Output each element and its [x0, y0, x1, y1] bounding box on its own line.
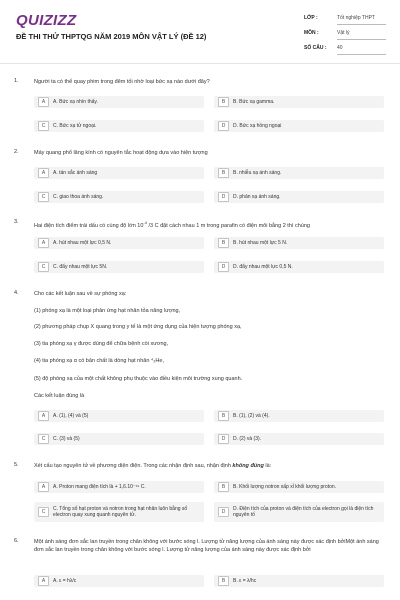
- exam-meta: [304, 15, 386, 60]
- question-text-part: Hai điện tích điểm trái dấu có cùng độ lớn 10: [34, 222, 144, 229]
- meta-row-subject: [304, 30, 386, 45]
- option-letter: D: [218, 507, 229, 517]
- option-letter: B: [218, 482, 229, 492]
- meta-row-class: [304, 15, 386, 30]
- quizizz-logo: QUIZIZZ: [16, 12, 77, 29]
- worksheet-header: [0, 0, 400, 60]
- emphasis-text: không đúng: [232, 463, 264, 469]
- meta-value: Vật lý: [337, 30, 386, 40]
- question-text-part: là:: [263, 463, 272, 469]
- question-text-part: /3 C đặt cách nhau 1 m trong parafin có điện môi bằng 2 thì chúng: [146, 222, 310, 229]
- option-text: C. (3) và (5): [53, 435, 80, 442]
- option-a[interactable]: [34, 410, 204, 422]
- question-text: Cho các kết luận sau về sự phóng xạ:: [34, 291, 127, 297]
- option-letter: B: [218, 97, 229, 107]
- meta-label: SỐ CÂU :: [304, 45, 327, 51]
- option-a[interactable]: [34, 237, 204, 249]
- option-text: C. Bức xạ tử ngoại.: [53, 122, 97, 129]
- question-number: 3.: [14, 219, 19, 225]
- option-text: A. tán sắc ánh sáng: [53, 169, 98, 176]
- question-text: [34, 462, 384, 470]
- exponent: -4: [143, 220, 147, 225]
- option-d[interactable]: [214, 261, 384, 273]
- option-a[interactable]: [34, 575, 204, 587]
- option-text: A. ε = hλ/c: [53, 577, 77, 584]
- question-number: 6.: [14, 538, 19, 544]
- option-text: C. giao thoa ánh sáng.: [53, 193, 104, 200]
- option-c[interactable]: [34, 433, 204, 445]
- question-text: Một ánh sáng đơn sắc lan truyền trong chân không với bước sóng l. Lượng tử năng lượng của ánh sáng này được xác định bởiMột ánh sáng đơn sắc lan truyền trong chân không với bước sóng l. Lượng tử năng lượng của ánh sáng này được xác định bởi: [34, 539, 379, 553]
- question-number: 2.: [14, 149, 19, 155]
- option-text: B. Bức xạ gamma.: [233, 98, 275, 105]
- option-text: C. đẩy nhau một lực 5N.: [53, 263, 108, 270]
- question-number: 4.: [14, 290, 19, 296]
- option-c[interactable]: [34, 191, 204, 203]
- option-letter: A: [38, 482, 49, 492]
- question-text: Máy quang phổ lăng kính có nguyên tắc hoạt động dựa vào hiện tượng: [34, 150, 208, 156]
- option-d[interactable]: [214, 120, 384, 132]
- option-a[interactable]: [34, 481, 204, 493]
- question-text: [34, 219, 384, 230]
- option-b[interactable]: [214, 96, 384, 108]
- question-text-part: Xét cấu tạo nguyên tử về phương diện điện. Trong các nhận định sau, nhận định: [34, 463, 233, 469]
- option-letter: A: [38, 97, 49, 107]
- meta-label: MÔN :: [304, 30, 319, 36]
- option-letter: C: [38, 434, 49, 444]
- option-text: D. Điện tích của proton và điện tích của electron gọi là điện tích nguyên tố: [233, 505, 374, 518]
- option-a[interactable]: [34, 96, 204, 108]
- meta-value: Tốt nghiệp THPT: [337, 15, 386, 25]
- option-letter: C: [38, 507, 49, 517]
- option-text: B. Khối lượng notron xấp xỉ khối lượng proton.: [233, 483, 337, 490]
- option-b[interactable]: [214, 167, 384, 179]
- option-letter: A: [38, 576, 49, 586]
- meta-value: 40: [337, 45, 386, 55]
- statement: (1) phóng xạ là một loại phản ứng hạt nhân tỏa năng lượng,: [34, 308, 181, 314]
- option-b[interactable]: [214, 481, 384, 493]
- question-text: Người ta có thể quay phim trong đêm tối nhờ loại bức xạ nào dưới đây?: [34, 79, 210, 85]
- option-b[interactable]: [214, 237, 384, 249]
- option-d[interactable]: [214, 433, 384, 445]
- question-number: 1.: [14, 78, 19, 84]
- option-b[interactable]: [214, 410, 384, 422]
- exam-title: ĐỀ THI THỬ THPTQG NĂM 2019 MÔN VẬT LÝ (ĐỀ 12): [16, 32, 207, 41]
- option-letter: A: [38, 168, 49, 178]
- statement: (3) tia phóng xạ γ được dùng để chữa bệnh còi xương,: [34, 341, 169, 347]
- meta-row-count: [304, 45, 386, 60]
- option-c[interactable]: [34, 502, 204, 522]
- option-text: D. phản xạ ánh sáng.: [233, 193, 281, 200]
- option-text: B. ε = λ/hc: [233, 577, 257, 584]
- option-c[interactable]: [34, 120, 204, 132]
- option-letter: B: [218, 238, 229, 248]
- option-letter: A: [38, 238, 49, 248]
- option-text: D. Bức xạ hồng ngoại: [233, 122, 282, 129]
- option-text: A. (1), (4) và (5): [53, 412, 89, 419]
- option-text: B. nhiễu xạ ánh sáng.: [233, 169, 282, 176]
- option-text: A. hút nhau một lực 0,5 N.: [53, 239, 112, 246]
- option-text: C. Tổng số hạt proton và notron trong hạt nhân luôn bằng số electron quay xung quanh nguyên tử.: [53, 505, 188, 518]
- option-letter: D: [218, 262, 229, 272]
- option-text: D. (2) và (3).: [233, 435, 262, 442]
- option-d[interactable]: [214, 191, 384, 203]
- option-letter: A: [38, 411, 49, 421]
- option-letter: C: [38, 192, 49, 202]
- option-d[interactable]: [214, 502, 384, 522]
- option-letter: C: [38, 262, 49, 272]
- statement: (5) độ phóng xạ của một chất không phụ thuộc vào điều kiện môi trường xung quanh.: [34, 376, 243, 382]
- option-letter: D: [218, 121, 229, 131]
- option-text: A. Proton mang điện tích là + 1,6.10⁻¹⁹ C.: [53, 483, 146, 490]
- option-letter: B: [218, 411, 229, 421]
- option-letter: C: [38, 121, 49, 131]
- option-letter: D: [218, 434, 229, 444]
- option-c[interactable]: [34, 261, 204, 273]
- option-text: D. đẩy nhau một lực 0,5 N.: [233, 263, 293, 270]
- statement: (2) phương pháp chụp X quang trong y tế là một ứng dụng của hiện tượng phóng xạ,: [34, 324, 242, 330]
- option-b[interactable]: [214, 575, 384, 587]
- statement: (4) tia phóng xạ α có bản chất là dòng hạt nhân ⁴₂He,: [34, 358, 164, 364]
- statement-prompt: Các kết luận đúng là: [34, 393, 85, 399]
- option-text: B. (1), (2) và (4).: [233, 412, 270, 419]
- option-letter: D: [218, 192, 229, 202]
- header-divider: [0, 63, 400, 64]
- option-a[interactable]: [34, 167, 204, 179]
- option-text: B. hút nhau một lực 5 N.: [233, 239, 288, 246]
- option-letter: B: [218, 576, 229, 586]
- question-number: 5.: [14, 462, 19, 468]
- option-text: A. Bức xạ nhìn thấy.: [53, 98, 98, 105]
- meta-label: LỚP :: [304, 15, 318, 21]
- option-letter: B: [218, 168, 229, 178]
